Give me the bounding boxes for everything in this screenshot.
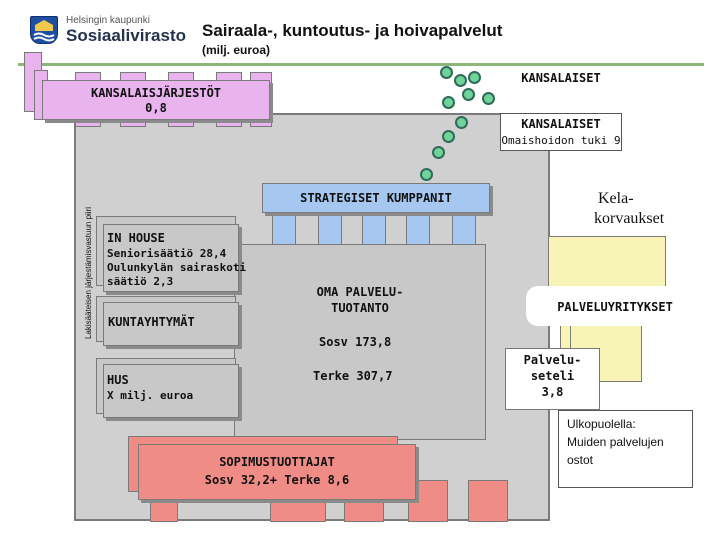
kuntayhtymat-box xyxy=(103,302,239,346)
citizen-dot xyxy=(482,92,495,105)
oma-line1: OMA PALVELU- xyxy=(316,285,404,299)
in-house-box xyxy=(103,224,247,292)
palveluseteli-value: 3,8 xyxy=(541,385,564,399)
kela-line2: korvaukset xyxy=(594,210,665,227)
kela-box xyxy=(588,188,674,236)
sopimus-line2: Sosv 32,2+ Terke 8,6 xyxy=(204,473,350,487)
logo-line2: Sosiaalivirasto xyxy=(66,26,187,45)
hus-title: HUS xyxy=(107,373,129,387)
strategiset-box xyxy=(262,183,490,213)
oma-sosv: Sosv 173,8 xyxy=(319,335,392,349)
kela-line1: Kela- xyxy=(598,190,634,207)
palveluyritykset-box xyxy=(526,286,704,326)
kansalaiset-top-label: KANSALAISET xyxy=(521,71,601,85)
palveluyritykset-label: PALVELUYRITYKSET xyxy=(557,300,673,314)
kansalaisjarjestot-box xyxy=(42,80,270,120)
helsinki-crest-icon xyxy=(30,16,58,44)
page-subtitle: (milj. euroa) xyxy=(202,43,271,57)
citizen-dot xyxy=(442,130,455,143)
oma-terke: Terke 307,7 xyxy=(313,369,393,383)
kansalaisjarjestot-value: 0,8 xyxy=(145,101,167,115)
sopimus-line1: SOPIMUSTUOTTAJAT xyxy=(219,455,335,469)
ulkopuolella-line1: Ulkopuolella: xyxy=(567,417,636,431)
ulkopuolella-box xyxy=(558,410,693,488)
logo-line1: Helsingin kaupunki xyxy=(66,15,150,26)
kansalaiset-label: KANSALAISET xyxy=(521,117,601,131)
logo xyxy=(30,14,190,44)
red-column-5 xyxy=(468,480,508,522)
oma-line2: TUOTANTO xyxy=(331,301,389,315)
vertical-label: Lakisääteisen järjestämisvastuun piiri xyxy=(84,206,93,340)
citizen-dot xyxy=(455,116,468,129)
in-house-line: Seniorisäätiö 28,4 xyxy=(107,247,227,260)
oma-palvelutuotanto-area xyxy=(234,244,486,440)
palveluseteli-line1: Palvelu- xyxy=(523,353,582,367)
in-house-line: Oulunkylän sairaskoti xyxy=(107,261,247,274)
kuntayhtymat-label: KUNTAYHTYMÄT xyxy=(108,315,195,329)
kansalaiset-top-box xyxy=(498,68,624,90)
citizen-dot xyxy=(432,146,445,159)
in-house-title: IN HOUSE xyxy=(107,231,165,245)
in-house-line: säätiö 2,3 xyxy=(107,275,174,288)
palveluseteli-box xyxy=(505,348,600,410)
citizen-dot xyxy=(454,74,467,87)
palveluseteli-line2: seteli xyxy=(530,369,575,383)
kansalaiset-box xyxy=(500,113,622,151)
omaishoidon-tuki-label: Omaishoidon tuki 9 xyxy=(501,134,621,147)
citizen-dot xyxy=(442,96,455,109)
citizen-dot xyxy=(420,168,433,181)
ulkopuolella-line2: Muiden palvelujen xyxy=(567,435,664,449)
yellow-back-1 xyxy=(548,236,666,288)
strategiset-label: STRATEGISET KUMPPANIT xyxy=(300,191,452,205)
hus-box xyxy=(103,364,239,418)
citizen-dot xyxy=(462,88,475,101)
kansalaisjarjestot-label: KANSALAISJÄRJESTÖT xyxy=(90,86,222,100)
sopimus-box xyxy=(138,444,416,500)
ulkopuolella-line3: ostot xyxy=(567,453,594,467)
citizen-dot xyxy=(468,71,481,84)
header-divider xyxy=(18,63,704,66)
citizen-dot xyxy=(440,66,453,79)
page-title: Sairaala-, kuntoutus- ja hoivapalvelut xyxy=(202,21,503,40)
hus-sub: X milj. euroa xyxy=(107,389,194,402)
